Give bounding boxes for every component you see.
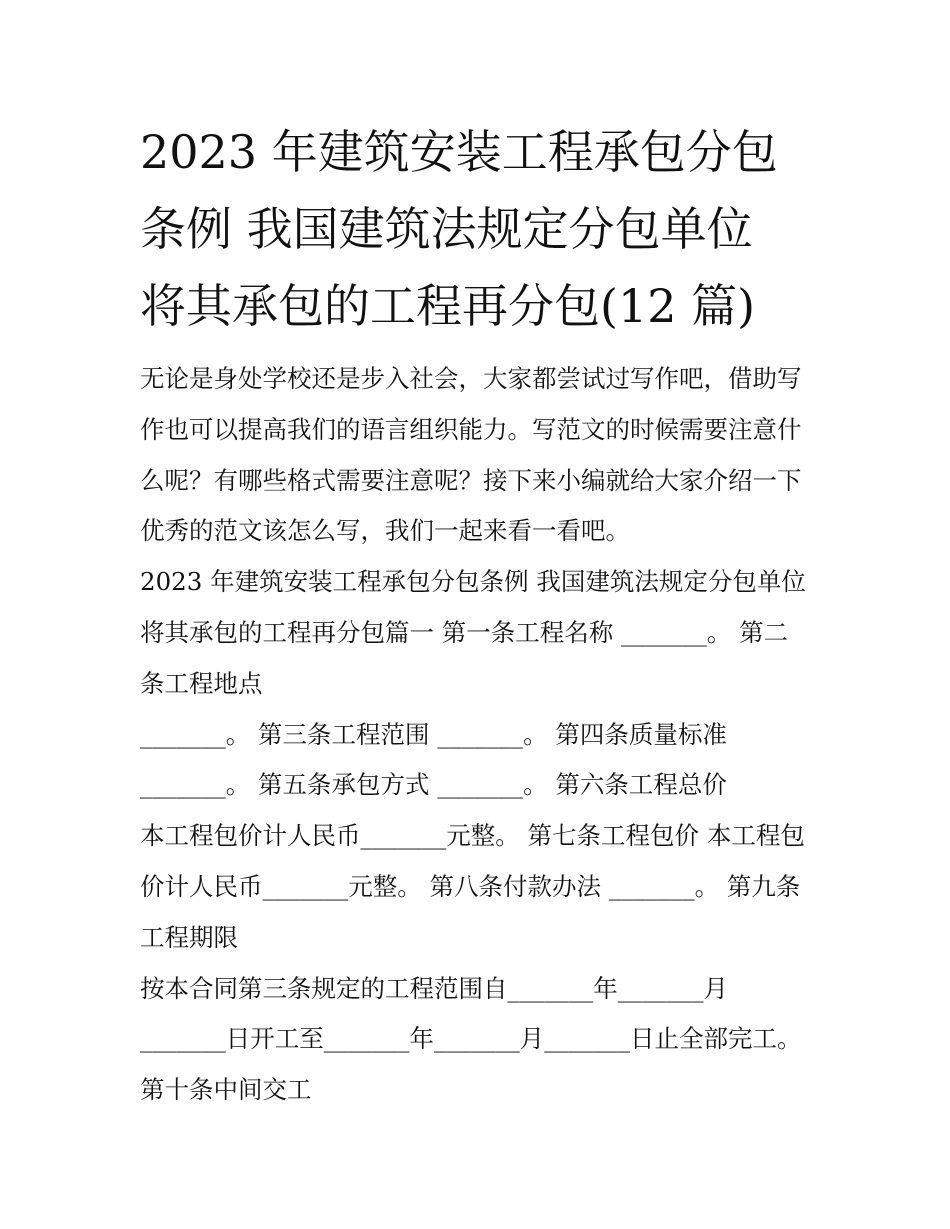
body-line: 工程期限 [140,922,238,952]
document-title [140,114,820,345]
body-line: 条工程地点 [140,668,263,698]
document-body [140,354,820,1116]
body-line: 优秀的范文该怎么写，我们一起来看一看吧。 [140,516,630,546]
body-line: 按本合同第三条规定的工程范围自_______年_______月 [140,973,728,1003]
body-line: 价计人民币_______元整。 第八条付款办法 _______。 第九条 [140,871,801,901]
body-line: 2023 年建筑安装工程承包分包条例 我国建筑法规定分包单位 [140,567,806,597]
body-line: 作也可以提高我们的语言组织能力。写范文的时候需要注意什 [140,414,802,444]
body-line: _______。 第三条工程范围 _______。 第四条质量标准 [140,719,727,749]
title-line-1: 2023 年建筑安装工程承包分包 [140,125,778,179]
body-line: 么呢？有哪些格式需要注意呢？接下来小编就给大家介绍一下 [140,465,802,495]
body-line: _______。 第五条承包方式 _______。 第六条工程总价 [140,770,727,800]
body-line: 无论是身处学校还是步入社会，大家都尝试过写作吧，借助写 [140,364,802,393]
body-line: 本工程包价计人民币_______元整。 第七条工程包价 本工程包 [140,821,805,851]
title-line-3: 将其承包的工程再分包(12 篇) [140,279,756,333]
body-line: 第十条中间交工 [140,1075,312,1105]
body-line: 将其承包的工程再分包篇一 第一条工程名称 _______。 第二 [140,617,789,647]
body-line: _______日开工至_______年_______月_______日止全部完工。 [140,1024,802,1054]
title-line-2: 条例 我国建筑法规定分包单位 [140,202,753,256]
